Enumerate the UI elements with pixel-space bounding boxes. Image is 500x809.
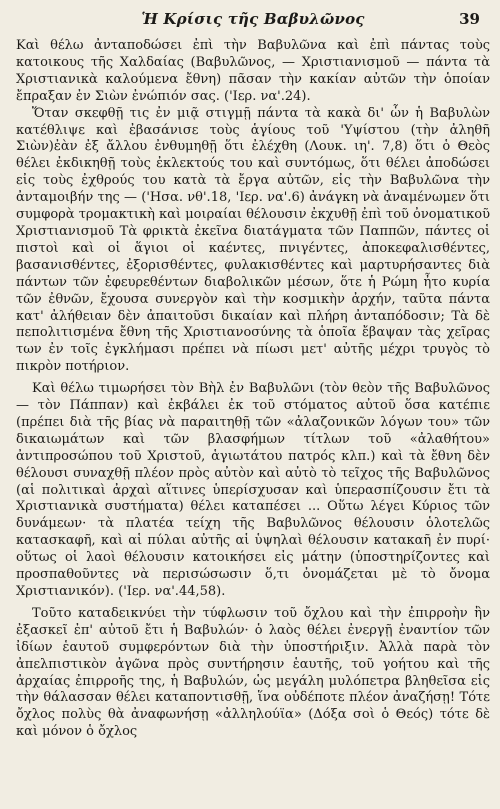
body-text bbox=[16, 38, 490, 741]
paragraph-1: Καὶ θέλω ἀνταποδώσει ἐπὶ τὴν Βαβυλῶνα καὶ ἐπὶ πάντας τοὺς κατοικους τῆς Χαλδαίας (Βαβυλῶνος, — Χριστιανισμοῦ — πάντα τὰ Χριστιανικὰ καλούμενα ἔθνη) πᾶσαν τὴν κακίαν αὐτῶν τὴν ὁποίαν ἔπραξαν ἐν Σιὼν ἐνώπιόν σας. ('Ιερ. να'.24). bbox=[16, 38, 490, 104]
paragraph-2: Ὅταν σκεφθῇ τις ἐν μιᾷ στιγμῇ πάντα τὰ κακὰ δι' ὧν ἡ Βαβυλὼν κατέθλιψε καὶ ἐβασάνισε τοὺς ἁγίους τοῦ 'Υψίστου (τὴν ἀληθῆ Σιὼν)ἐὰν ἐξ ἄλλου ἐνθυμηθῇ ὅτι ἐλέχθη (Λουκ. ιη'. 7,8) ὅτι ὁ Θεὸς θέλει ἐκδικηθῇ τοὺς ἐκλεκτούς του καὶ συντόμως, ὅτι θέλει ἀποδώσει εἰς τοὺς ἐχθρούς του κατὰ τὰ ἔργα αὐτῶν, εἰς τὴν Βαβυλῶνα τὴν ἀνταμοιβήν της — ('Ησα. νθ'.18, 'Ιερ. να'.6) ἀνάγκη νὰ ἀναμένωμεν ὅτι συμφορὰ τρομακτικὴ καὶ μοιραίαι θέλουσιν ἐκχυθῇ ἐπὶ τοῦ ὀνοματικοῦ Χριστιανισμοῦ Τὰ φρικτὰ ἐκεῖνα διατάγματα τῶν Παππῶν, πάντες οἱ πιστοὶ καὶ οἱ ἅγιοι οἱ καέντες, πνιγέντες, ἀποκεφαλισθέντες, βασανισθέντες, ἐξορισθέντες, φυλακισθέντες καὶ μαρτυρήσαντες διὰ πάντων τῶν ἐφευρεθέντων διαβολικῶν μέσων, ὅτε ἡ Ρώμη ἦτο κυρία τῶν ἐθνῶν, ἔχουσα συνεργὸν καὶ τὴν κοσμικὴν ἀρχήν, ταῦτα πάντα κατ' ἀλήθειαν δὲν ἀπαιτοῦσι δικαίαν καὶ πλήρη ἀνταπόδοσιν; Τὰ δὲ πεπολιτισμένα ἔθνη τῆς Χριστιανοσύνης τὰ ὁποῖα ἔβαψαν τὰς χεῖρας των ἐν τοῖς ἐγκλήμασι πρέπει νὰ πίωσι μετ' αὐτῆς μέχρι τρυγὸς τὸ πικρὸν ποτήριον. bbox=[16, 105, 490, 375]
running-title: Ἡ Κρίσις τῆς Βαβυλῶνος bbox=[141, 10, 365, 28]
page-number: 39 bbox=[459, 10, 480, 28]
paragraph-4: Τοῦτο καταδεικνύει τὴν τύφλωσιν τοῦ ὄχλου καὶ τὴν ἐπιρροὴν ἣν ἐξασκεῖ ἐπ' αὐτοῦ ἔτι ἡ Βαβυλών· ὁ λαὸς θέλει ἐνεργῇ ἐναντίον τῶν ἰδίων ἑαυτοῦ συμφερόντων διὰ τὴν ὑποστήριξιν. Ἀλλὰ παρὰ τὸν ἀπελπιστικὸν ἀγῶνα πρὸς συντήρησιν ἑαυτῆς, τοῦ γοήτου καὶ τῆς ἀρχαίας ἐπιρροῆς της, ἡ Βαβυλών, ὡς μεγάλη μυλόπετρα βληθεῖσα εἰς τὴν θάλασσαν θέλει καταποντισθῇ, ἵνα οὐδέποτε πλέον ἀναζήσῃ! Τότε ὄχλος πολὺς θὰ ἀναφωνήσῃ «ἀλληλούϊα» (Δόξα σοὶ ὁ Θεός) τότε δὲ καὶ μόνον ὁ ὄχλος bbox=[16, 605, 490, 740]
paragraph-3: Καὶ θέλω τιμωρήσει τὸν Βὴλ ἐν Βαβυλῶνι (τὸν θεὸν τῆς Βαβυλῶνος — τὸν Πάππαν) καὶ ἐκβάλει ἐκ τοῦ στόματος αὐτοῦ ὅσα κατέπιε (πρέπει διὰ τῆς βίας νὰ παραιτηθῇ τῶν «ἀλαζονικῶν λόγων του» τῶν δικαιωμάτων καὶ τῶν βλασφήμων τίτλων τοῦ «ἀλαθήτου» ἀντιπροσώπου τοῦ Χριστοῦ, ἁγιωτάτου πατρός κλπ.) καὶ τὰ ἔθνη δὲν θέλουσι συναχθῇ πλέον πρὸς αὐτὸν καὶ αὐτὸ τὸ τεῖχος τῆς Βαβυλῶνος (αἱ πολιτικαὶ ἀρχαὶ αἵτινες ὑπερίσχυσαν καὶ ὑπερασπίζουσιν ἔτι τὰ Χριστιανικὰ συστήματα) θέλει καταπέσει ... Οὕτω λέγει Κύριος τῶν δυνάμεων· τὰ πλατέα τείχη τῆς Βαβυλῶνος θέλουσιν ὁλοτελῶς κατασκαφῆ, καὶ αἱ πύλαι αὐτῆς αἱ ὑψηλαὶ θέλουσιν κατακαῆ ἐν πυρί· οὕτως οἱ λαοὶ θέλουσιν κατοικήσει εἰς μάτην (ὑποστηρίζοντες καὶ προσπαθοῦντες νὰ περισώσωσιν ὅ,τι ὀνομάζεται μὲ τὸ ὄνομα Χριστιανικόν). ('Ιερ. να'.44,58). bbox=[16, 381, 490, 599]
page-header bbox=[16, 6, 490, 30]
